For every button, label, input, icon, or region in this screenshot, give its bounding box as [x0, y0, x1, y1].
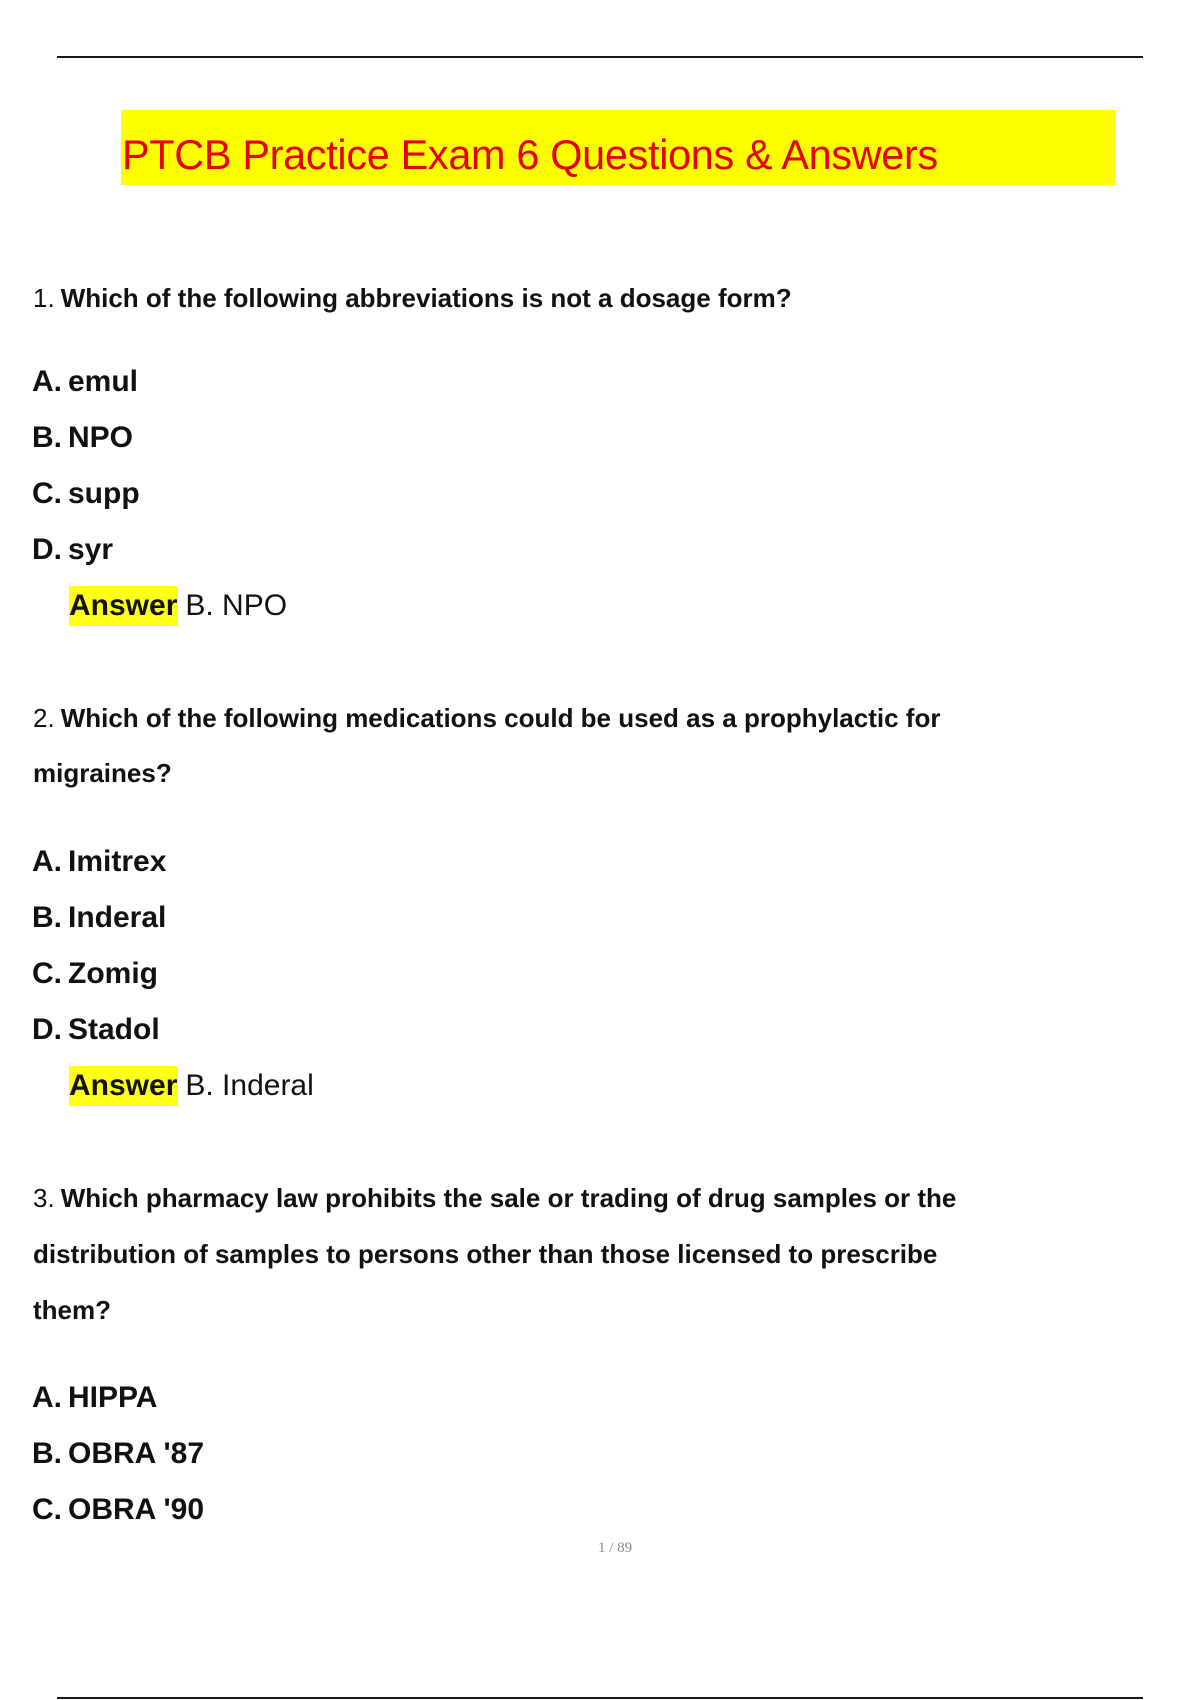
option-1c — [32, 479, 140, 509]
option-text: syr — [68, 533, 114, 566]
option-text: Stadol — [68, 1013, 160, 1046]
question-number: 3. — [33, 1183, 55, 1213]
question-1 — [33, 285, 792, 311]
option-text: Inderal — [68, 901, 167, 934]
option-letter: B. — [32, 421, 62, 454]
option-letter: A. — [32, 845, 62, 878]
option-3a — [32, 1383, 157, 1413]
option-2b — [32, 903, 166, 933]
option-letter: A. — [32, 365, 62, 398]
answer-1 — [69, 591, 287, 621]
option-2a — [32, 847, 166, 877]
option-3b — [32, 1439, 204, 1469]
question-text: them? — [33, 1295, 111, 1325]
page-number: 1 / 89 — [598, 1540, 633, 1556]
header-rule — [57, 56, 1143, 58]
option-letter: D. — [32, 533, 62, 566]
answer-2 — [69, 1071, 314, 1101]
option-letter: C. — [32, 957, 62, 990]
option-2c — [32, 959, 158, 989]
option-letter: C. — [32, 477, 62, 510]
option-letter: B. — [32, 901, 62, 934]
option-text: NPO — [68, 421, 134, 454]
question-number: 2. — [33, 703, 55, 733]
option-1b — [32, 423, 133, 453]
document-title: PTCB Practice Exam 6 Questions & Answers — [122, 131, 938, 178]
option-2d — [32, 1015, 160, 1045]
option-letter: A. — [32, 1381, 62, 1414]
question-3 — [33, 1185, 956, 1211]
option-letter: B. — [32, 1437, 62, 1470]
question-text: migraines? — [33, 758, 172, 788]
question-2 — [33, 705, 940, 731]
question-2-line-2 — [33, 760, 172, 786]
question-text: Which pharmacy law prohibits the sale or trading of drug samples or the — [60, 1183, 957, 1213]
option-letter: D. — [32, 1013, 62, 1046]
option-text: HIPPA — [68, 1381, 158, 1414]
question-3-line-2 — [33, 1241, 937, 1267]
option-1d — [32, 535, 113, 565]
question-text: distribution of samples to persons other than those licensed to prescribe — [33, 1239, 938, 1269]
option-text: Imitrex — [68, 845, 167, 878]
answer-label-highlight: Answer — [69, 586, 178, 626]
question-3-line-3 — [33, 1297, 111, 1323]
question-text: Which of the following abbreviations is not a dosage form? — [60, 283, 792, 313]
option-text: Zomig — [68, 957, 158, 990]
option-letter: C. — [32, 1493, 62, 1526]
title-banner — [121, 110, 1115, 185]
footer-rule — [57, 1697, 1143, 1699]
question-number: 1. — [33, 283, 55, 313]
option-1a — [32, 367, 138, 397]
option-text: emul — [68, 365, 139, 398]
option-text: OBRA '90 — [68, 1493, 205, 1526]
option-3c — [32, 1495, 204, 1525]
option-text: supp — [68, 477, 140, 510]
option-text: OBRA '87 — [68, 1437, 205, 1470]
question-text: Which of the following medications could be used as a prophylactic for — [60, 703, 941, 733]
answer-value: B. Inderal — [185, 1069, 314, 1102]
answer-label-highlight: Answer — [69, 1066, 178, 1106]
answer-value: B. NPO — [185, 589, 288, 622]
